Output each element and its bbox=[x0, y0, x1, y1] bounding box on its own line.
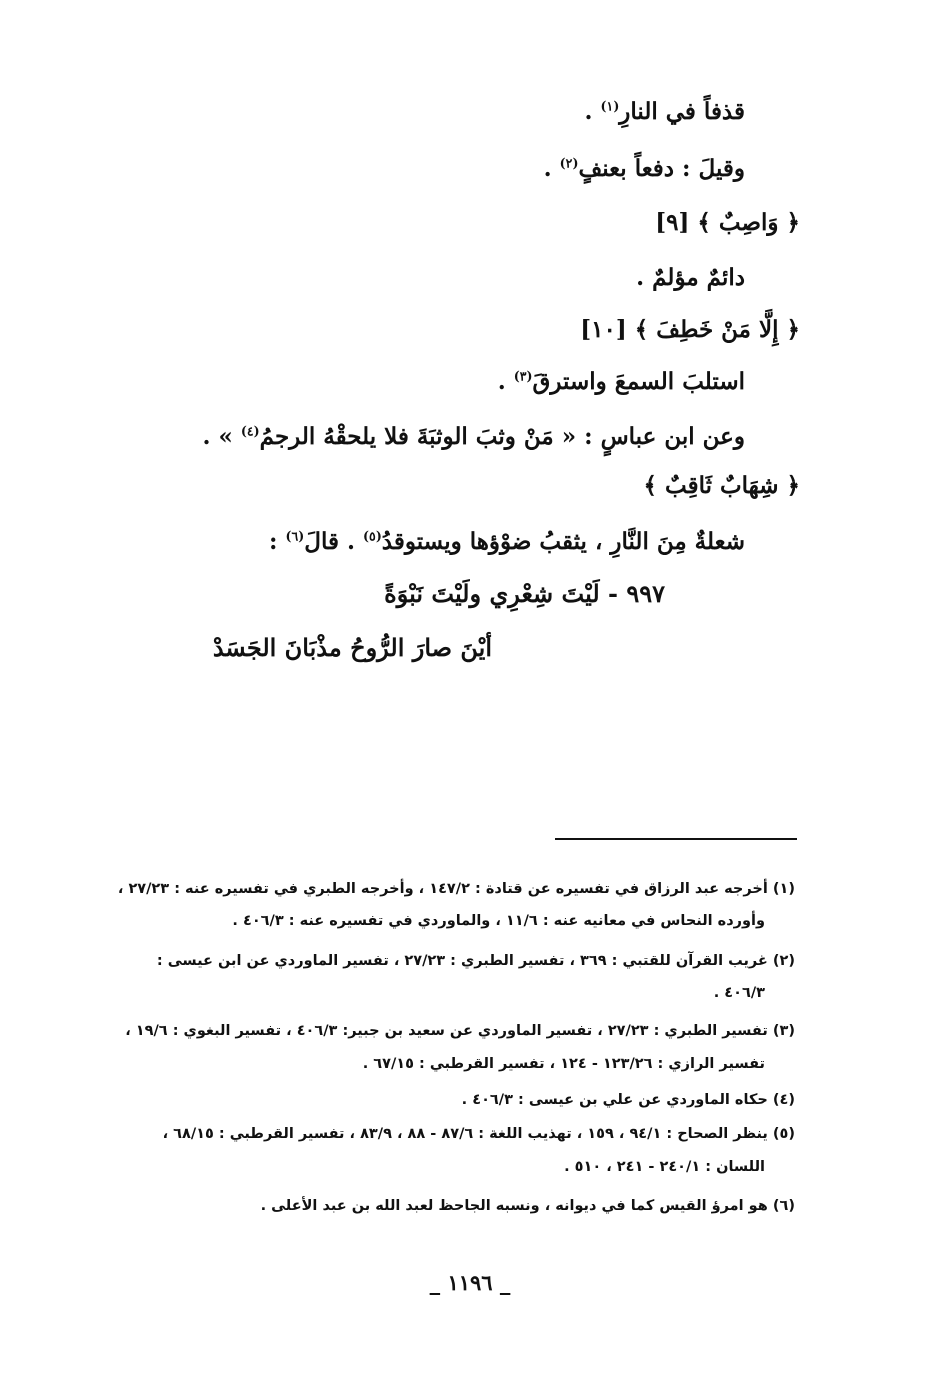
footnote-ref-5[interactable]: (٥) bbox=[363, 528, 382, 544]
body-line-6 bbox=[498, 370, 745, 393]
footnote-1 bbox=[118, 882, 795, 897]
body-line-1-text: قذفاً في النارِ bbox=[619, 98, 745, 125]
quran-verse-10-text: ﴿ إِلَّا مَنْ خَطِفَ ﴾ [١٠] bbox=[580, 316, 800, 343]
body-line-1-tail: . bbox=[584, 98, 601, 125]
footnote-divider bbox=[555, 838, 797, 840]
footnote-3 bbox=[125, 1024, 795, 1039]
footnote-1-text: (١) أخرجه عبد الرزاق في تفسيره عن قتادة : ١٤٧/٢ ، وأخرجه الطبري في تفسيره عنه : ٢٧/٢٣ ، bbox=[117, 881, 795, 897]
footnote-5-cont bbox=[564, 1160, 765, 1175]
quran-verse-shihab-text: ﴿ شِهَابٌ ثَاقِبٌ ﴾ bbox=[643, 472, 800, 499]
footnote-ref-6[interactable]: (٦) bbox=[285, 528, 305, 544]
body-line-6-tail: . bbox=[497, 368, 514, 395]
footnote-3-text: (٣) تفسير الطبري : ٢٧/٢٣ ، تفسير الماوردي عن سعيد بن جبير: ٤٠٦/٣ ، تفسير البغوي : ١٩/٦ ، bbox=[125, 1023, 795, 1039]
body-line-2-text: وقيلَ : دفعاً بعنفٍ bbox=[578, 155, 745, 182]
footnote-2-text: (٢) غريب القرآن للقتبي : ٣٦٩ ، تفسير الطبري : ٢٧/٢٣ ، تفسير الماوردي عن ابن عيسى : bbox=[156, 953, 795, 969]
quran-verse-9-text: ﴿ وَاصِبٌ ﴾ [٩] bbox=[655, 209, 800, 236]
body-line-9-end: : bbox=[269, 528, 286, 555]
verse-line-1 bbox=[384, 579, 665, 608]
footnote-3-cont bbox=[363, 1057, 765, 1072]
body-line-2 bbox=[544, 157, 745, 180]
body-line-4-text: دائمٌ مؤلمٌ . bbox=[636, 264, 745, 291]
footnote-6-text: (٦) هو امرؤ القيس كما في ديوانه ، ونسبه الجاحظ لعبد الله بن عبد الأعلى . bbox=[260, 1198, 795, 1214]
body-line-9 bbox=[269, 530, 745, 553]
body-line-7-text: وعن ابن عباسٍ : « مَنْ وثبَ الوثبَةَ فلا يلحقْهُ الرجمُ bbox=[259, 423, 745, 450]
quran-verse-9 bbox=[655, 211, 800, 234]
footnote-2 bbox=[157, 954, 795, 969]
body-line-9-text: شعلةٌ مِنَ النَّارِ ، يثقبُ ضوْؤها ويستوقدُ bbox=[381, 528, 745, 555]
footnote-ref-2[interactable]: (٢) bbox=[559, 155, 579, 171]
footnote-1-cont-text: وأورده النحاس في معانيه عنه : ١١/٦ ، والماوردي في تفسيره عنه : ٤٠٦/٣ . bbox=[232, 913, 765, 929]
footnote-ref-1[interactable]: (١) bbox=[600, 98, 620, 114]
footnote-4 bbox=[462, 1093, 795, 1108]
body-line-9-tail: . قالَ bbox=[304, 528, 364, 555]
footnote-2-cont bbox=[714, 986, 765, 1001]
verse-first-hemistich: لَيْتَ شِعْرِي ولَيْتَ نَبْوَةً bbox=[384, 579, 600, 608]
page-number: _ ١١٩٦ _ bbox=[429, 1270, 511, 1295]
verse-line-2 bbox=[212, 633, 492, 662]
body-line-7 bbox=[202, 425, 745, 448]
quran-verse-10 bbox=[580, 318, 800, 341]
body-line-2-tail: . bbox=[543, 155, 560, 182]
footnote-6 bbox=[261, 1199, 795, 1214]
footnote-4-text: (٤) حكاه الماوردي عن علي بن عيسى : ٤٠٦/٣ . bbox=[461, 1092, 795, 1108]
footnote-5-cont-text: اللسان : ٢٤٠/١ - ٢٤١ ، ٥١٠ . bbox=[564, 1159, 765, 1175]
footnote-ref-4[interactable]: (٤) bbox=[240, 423, 260, 439]
body-line-6-text: استلبَ السمعَ واسترقَ bbox=[532, 368, 745, 395]
verse-number: ٩٩٧ - bbox=[608, 579, 665, 608]
footnote-3-cont-text: تفسير الرازي : ١٢٣/٢٦ - ١٢٤ ، تفسير القرطبي : ٦٧/١٥ . bbox=[362, 1056, 765, 1072]
footnote-5-text: (٥) ينظر الصحاح : ٩٤/١ ، ١٥٩ ، تهذيب اللغة : ٨٧/٦ - ٨٨ ، ٨٣/٩ ، تفسير القرطبي : ٦٨/١٥ ، bbox=[162, 1126, 795, 1142]
quran-verse-shihab bbox=[644, 474, 801, 497]
footnote-2-cont-text: ٤٠٦/٣ . bbox=[713, 985, 765, 1001]
footnote-5 bbox=[163, 1127, 795, 1142]
body-line-7-tail: » . bbox=[202, 423, 241, 450]
footnote-ref-3[interactable]: (٣) bbox=[513, 368, 533, 384]
body-line-1 bbox=[585, 100, 745, 123]
body-line-4 bbox=[636, 266, 745, 289]
footnote-1-cont bbox=[232, 914, 765, 929]
verse-second-hemistich: أيْنَ صارَ الرُّوحُ مذْبَانَ الجَسَدْ bbox=[212, 633, 492, 662]
